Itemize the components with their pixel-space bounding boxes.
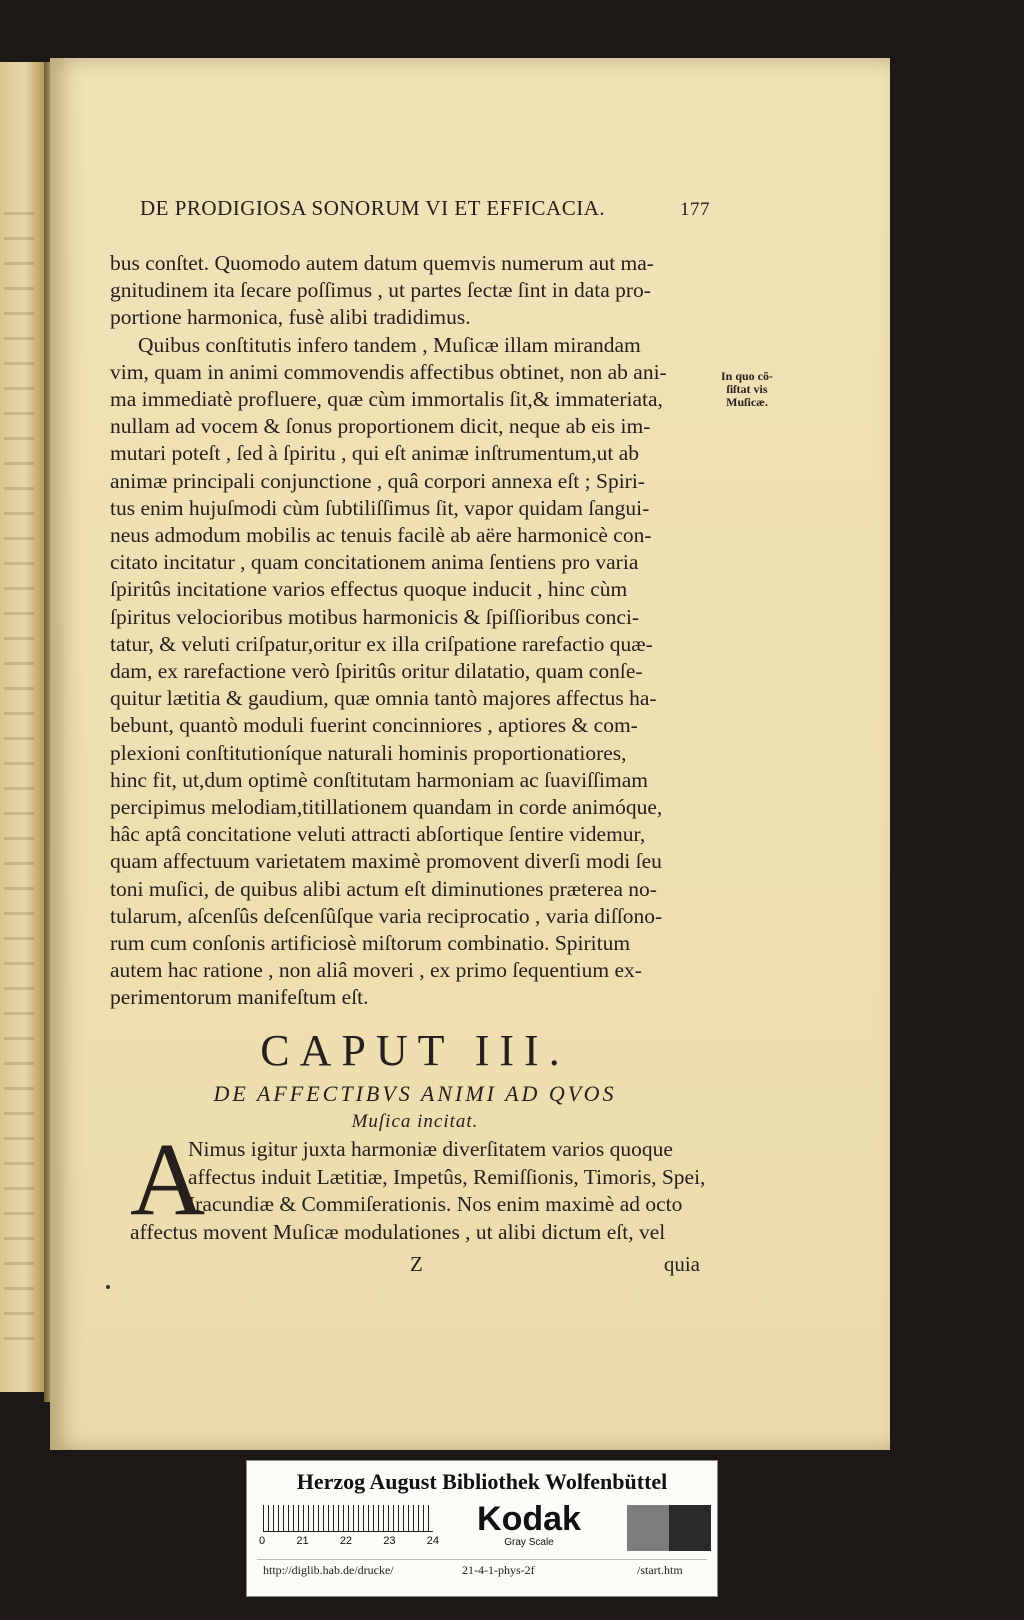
running-header <box>140 196 710 221</box>
text-line: mutari poteſt , ſed à ſpiritu , qui eſt animæ inſtrumentum,ut ab <box>110 441 640 466</box>
chapter-title: CAPUT III. <box>260 1026 570 1075</box>
ruler-number: 24 <box>426 1535 439 1547</box>
text-line: quitur lætitia & gaudium, quæ omnia tantò majores affectus ha- <box>110 686 657 711</box>
paragraph-3 <box>130 1122 725 1246</box>
chapter-subtitle-line-2: Muſica incitat. <box>351 1111 479 1132</box>
catchword: quia <box>663 1252 700 1276</box>
text-line: hinc fit, ut,dum optimè conſtitutam harmoniam ac ſuaviſſimam <box>110 767 648 792</box>
marginal-line: Muſicæ. <box>726 395 768 409</box>
text-line: vim, quam in animi commovendis affectibus obtinet, non ab ani- <box>110 359 667 384</box>
text-line: Quibus conſtitutis infero tandem , Muſicæ illam mirandam <box>138 332 641 357</box>
dark-swatch <box>669 1505 711 1551</box>
text-line: percipimus melodiam,titillationem quandam in corde animóque, <box>110 795 663 820</box>
text-line: portione harmonica, fusè alibi tradidimus. <box>110 305 471 330</box>
label-start: /start.htm <box>637 1563 683 1577</box>
text-line: affectus induit Lætitiæ, Impetûs, Remiſſionis, Timoris, Spei, <box>188 1164 706 1189</box>
gray-swatch <box>627 1505 669 1551</box>
text-line: Iracundiæ & Commiſerationis. Nos enim maximè ad octo <box>188 1192 683 1216</box>
text-line: autem hac ratione , non aliâ moveri , ex primo ſequentium ex- <box>110 958 642 983</box>
previous-page-edge <box>0 62 44 1392</box>
page-number: 177 <box>680 199 710 220</box>
label-url: http://diglib.hab.de/drucke/ <box>263 1563 394 1577</box>
text-line: tus enim hujuſmodi cùm ſubtiliſſimus ſit, vapor quidam ſangui- <box>110 495 650 520</box>
text-line: dam, ex rarefactione verò ſpiritûs oritur dilatatio, quam conſe- <box>110 659 643 684</box>
chapter-subtitle-line-1: DE AFFECTIBVS ANIMI AD QVOS <box>213 1081 617 1106</box>
marginal-note <box>712 370 782 409</box>
main-text <box>110 250 720 1012</box>
text-line: Nimus igitur juxta harmoniæ diverſitatem varios quoque <box>188 1137 673 1161</box>
library-name: Herzog August Bibliothek Wolfenbüttel <box>296 1469 668 1494</box>
text-line: tatur, & veluti criſpatur,oritur ex illa criſpatione rarefactio quæ- <box>110 631 653 656</box>
text-line: ſpiritus velocioribus motibus harmonicis & ſpiſſioribus conci- <box>110 604 640 629</box>
ruler-number: 0 <box>259 1535 266 1547</box>
text-line: ſpiritûs incitatione varios effectus quoque inducit , hinc cùm <box>110 577 628 602</box>
text-line: rum cum conſonis artificiosè miſtorum combinatio. Spiritum <box>110 931 631 956</box>
text-line: gnitudinem ita ſecare poſſimus , ut partes ſectæ ſint in data pro- <box>110 278 651 303</box>
text-line: nullam ad vocem & ſonus proportionem dicit, neque ab eis im- <box>110 414 651 439</box>
text-line: bebunt, quantò moduli fuerint concinniores , aptiores & com- <box>110 713 638 738</box>
text-line: animæ principali conjunctione , quâ corpori annexa eſt ; Spiri- <box>110 468 645 493</box>
ink-speck <box>106 1285 110 1289</box>
text-line: neus admodum mobilis ac tenuis facilè ab aëre harmonicè con- <box>110 523 652 548</box>
ruler-numbers <box>259 1535 439 1547</box>
paragraph-2 <box>110 332 720 1012</box>
label-shelfmark: 21-4-1-phys-2f <box>462 1563 535 1577</box>
kodak-logo <box>469 1501 589 1548</box>
library-label <box>246 1460 718 1597</box>
text-line: tularum, aſcenſûs deſcenſûſque varia reciprocatio , varia diſſono- <box>110 903 663 928</box>
ruler-number: 21 <box>296 1535 309 1547</box>
paragraph-1 <box>110 250 720 332</box>
running-title: DE PRODIGIOSA SONORUM VI ET EFFICACIA. <box>140 196 606 220</box>
text-line: bus conſtet. Quomodo autem datum quemvis numerum aut ma- <box>110 251 654 275</box>
text-line: perimentorum manifeſtum eſt. <box>110 985 369 1010</box>
drop-cap: A <box>130 1122 206 1237</box>
signature-mark: Z <box>410 1252 423 1276</box>
text-line: ma immediatè profluere, quæ cùm immortalis ſit,& immateriata, <box>110 387 663 412</box>
text-line: quam affectuum varietatem maximè promovent diverſi modi ſeu <box>110 849 662 874</box>
previous-page-text-fragment <box>4 212 34 1362</box>
marginal-line: ſiſtat vis <box>726 382 768 396</box>
marginal-line: In quo cõ- <box>720 369 773 383</box>
text-line: hâc aptâ concitatione veluti attracti abſortique ſentire videmur, <box>110 822 646 847</box>
ruler-number: 23 <box>383 1535 396 1547</box>
text-line: toni muſici, de quibus alibi actum eſt diminutiones præterea no- <box>110 876 657 901</box>
label-divider <box>257 1559 707 1560</box>
kodak-brand: Kodak <box>477 1500 581 1538</box>
text-line: citato incitatur , quam concitationem anima ſentiens pro varia <box>110 550 639 575</box>
scale-ruler <box>263 1505 433 1532</box>
text-line: plexioni conſtitutioníque naturali hominis proportionatiores, <box>110 740 627 765</box>
ruler-number: 22 <box>339 1535 353 1547</box>
kodak-subtitle: Gray Scale <box>504 1537 554 1548</box>
text-line: affectus movent Muſicæ modulationes , ut alibi dictum eſt, vel <box>130 1219 666 1244</box>
